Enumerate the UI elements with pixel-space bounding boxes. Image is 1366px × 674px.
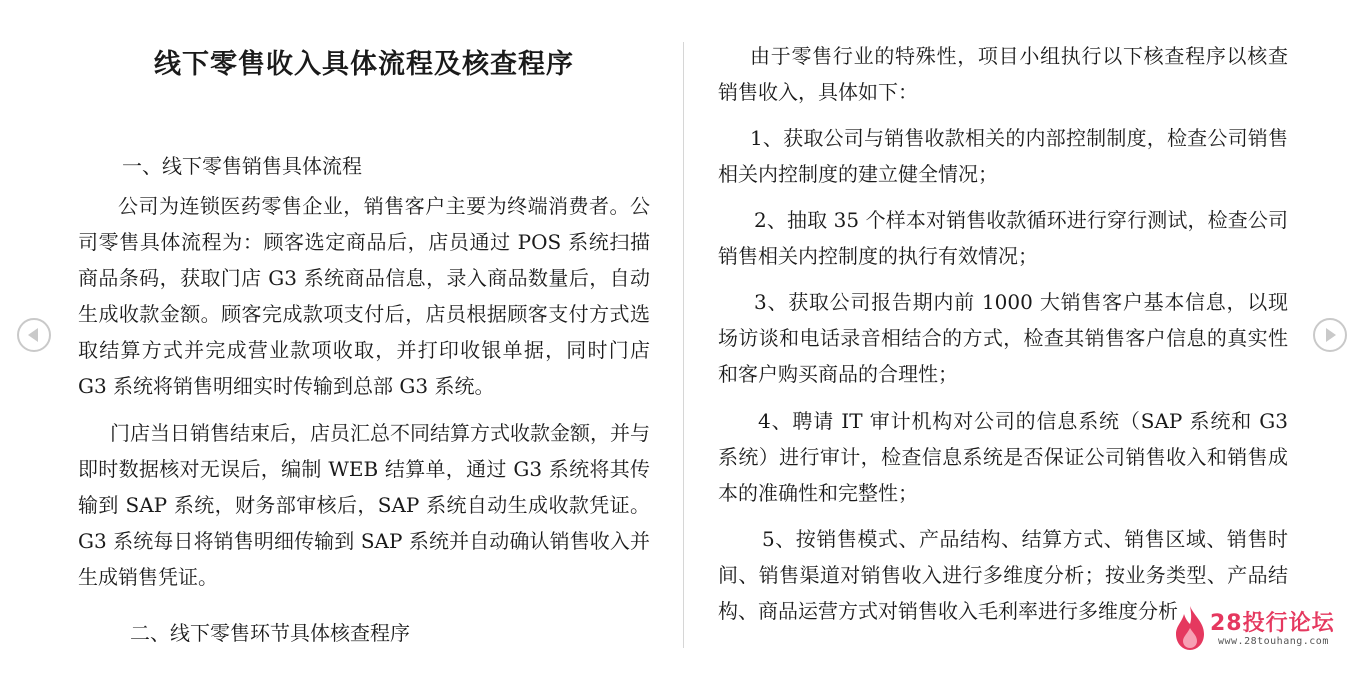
prev-page-button[interactable] [17, 318, 51, 352]
paragraph-1: 公司为连锁医药零售企业，销售客户主要为终端消费者。公司零售具体流程为：顾客选定商品后，店员通过 POS 系统扫描商品条码，获取门店 G3 系统商品信息，录入商品数量后，自动生成收款金额。顾客完成款项支付后，店员根据顾客支付方式选取结算方式并完成营业款项收取，并打印收银单据，同时门店 G3 系统将销售明细实时传输到总部 G3 系统。 [78, 194, 650, 398]
section-heading-1: 一、线下零售销售具体流程 [122, 154, 362, 178]
chevron-left-icon [19, 320, 49, 350]
chevron-right-icon [1315, 320, 1345, 350]
check-item-3: 3、获取公司报告期内前 1000 大销售客户基本信息，以现场访谈和电话录音相结合的方式，检查其销售客户信息的真实性和客户购买商品的合理性； [718, 290, 1288, 386]
page-divider [683, 42, 684, 648]
flame-icon [1170, 604, 1210, 652]
check-item-2: 2、抽取 35 个样本对销售收款循环进行穿行测试，检查公司销售相关内控制度的执行有效情况； [718, 208, 1288, 268]
logo-brand-text: 28投行论坛 [1210, 611, 1335, 636]
section-heading-2: 二、线下零售环节具体核查程序 [130, 621, 410, 645]
check-item-1: 1、获取公司与销售收款相关的内部控制制度，检查公司销售相关内控制度的建立健全情况； [718, 126, 1288, 186]
next-page-button[interactable] [1313, 318, 1347, 352]
site-logo [1170, 604, 1350, 656]
check-item-4: 4、聘请 IT 审计机构对公司的信息系统（SAP 系统和 G3 系统）进行审计，检查信息系统是否保证公司销售收入和销售成本的准确性和完整性； [718, 409, 1288, 505]
page-title: 线下零售收入具体流程及核查程序 [154, 49, 574, 80]
intro-paragraph: 由于零售行业的特殊性，项目小组执行以下核查程序以核查销售收入，具体如下： [718, 44, 1288, 104]
paragraph-2: 门店当日销售结束后，店员汇总不同结算方式收款金额，并与即时数据核对无误后，编制 WEB 结算单，通过 G3 系统将其传输到 SAP 系统，财务部审核后，SAP 系统自动生成收款凭证。G3 系统每日将销售明细传输到 SAP 系统并自动确认销售收入并生成销售凭证。 [78, 421, 650, 589]
check-item-5: 5、按销售模式、产品结构、结算方式、销售区域、销售时间、销售渠道对销售收入进行多维度分析；按业务类型、产品结构、商品运营方式对销售收入毛利率进行多维度分析 [718, 527, 1288, 623]
logo-url-text: www.28touhang.com [1218, 636, 1329, 647]
